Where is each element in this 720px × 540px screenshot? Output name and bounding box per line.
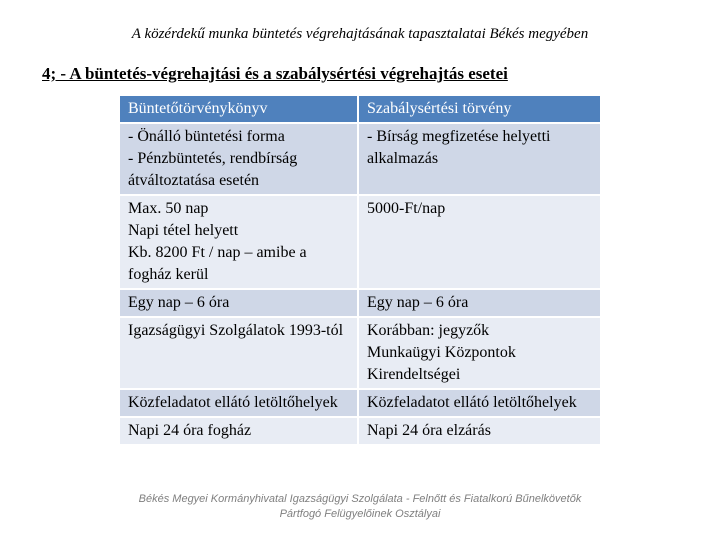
table-row xyxy=(119,289,601,317)
table-header-row xyxy=(119,95,601,123)
table-cell: Egy nap – 6 óra xyxy=(358,289,601,317)
table-cell: Igazságügyi Szolgálatok 1993-tól xyxy=(119,317,358,389)
table-cell: - Önálló büntetési forma - Pénzbüntetés, rendbírság átváltoztatása esetén xyxy=(119,123,358,195)
comparison-table xyxy=(118,94,602,446)
section-heading: 4; - A büntetés-végrehajtási és a szabálysértési végrehajtás esetei xyxy=(42,64,508,83)
table-cell: Közfeladatot ellátó letöltőhelyek xyxy=(358,389,601,417)
table-cell: Napi 24 óra fogház xyxy=(119,417,358,445)
column-header-btk: Büntetőtörvénykönyv xyxy=(119,95,358,123)
table-cell: Közfeladatot ellátó letöltőhelyek xyxy=(119,389,358,417)
table-cell: Napi 24 óra elzárás xyxy=(358,417,601,445)
table-cell: Korábban: jegyzők Munkaügyi Központok Kirendeltségei xyxy=(358,317,601,389)
footer-line-1: Békés Megyei Kormányhivatal Igazságügyi Szolgálata - Felnőtt és Fiatalkorú Bűnelkövetők xyxy=(138,493,582,505)
column-header-szabsertesi: Szabálysértési törvény xyxy=(358,95,601,123)
page-title: A közérdekű munka büntetés végrehajtásának tapasztalatai Békés megyében xyxy=(131,26,589,42)
table-cell: 5000-Ft/nap xyxy=(358,195,601,289)
footer xyxy=(0,492,720,522)
footer-line-2: Pártfogó Felügyelőinek Osztályai xyxy=(279,508,441,520)
table-row xyxy=(119,317,601,389)
table-row xyxy=(119,417,601,445)
table-cell: - Bírság megfizetése helyetti alkalmazás xyxy=(358,123,601,195)
table-row xyxy=(119,389,601,417)
table-row xyxy=(119,195,601,289)
table-cell: Egy nap – 6 óra xyxy=(119,289,358,317)
table-row xyxy=(119,123,601,195)
table-cell: Max. 50 nap Napi tétel helyett Kb. 8200 Ft / nap – amibe a fogház kerül xyxy=(119,195,358,289)
